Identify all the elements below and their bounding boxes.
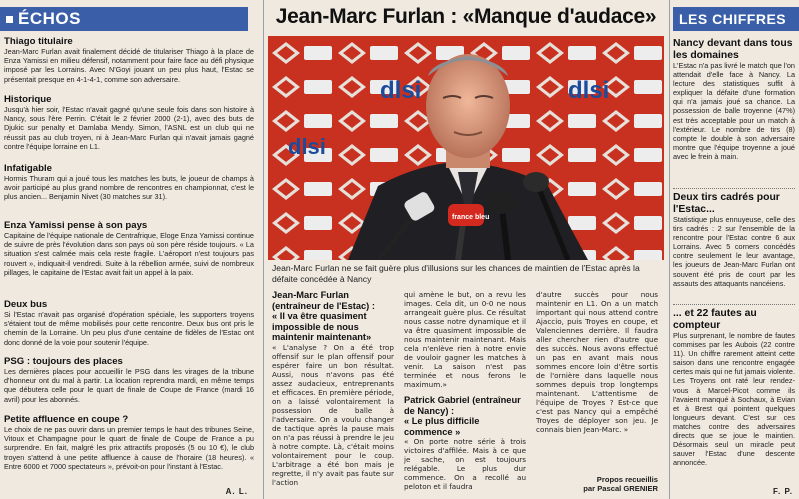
article-text: « On porte notre série à trois victoires d'affilée. Mais à ce que je sache, on est toujours relégable. Le plus dur commence. On a recollé au peloton et il faudra [404, 437, 526, 491]
press-conference-illustration [268, 36, 664, 260]
photo-caption: Jean-Marc Furlan ne se fait guère plus d'illusions sur les chances de maintien de l'Estac après la défaite concédée à Nancy [272, 263, 640, 284]
author-signature: A. L. [225, 487, 248, 496]
brief-text: Les dernières places pour accueillir le PSG dans les virages de la tribune d'honneur ont du mal à partir. La location reprendra mardi, en même temps que débutera celle pour le quart de finale de Coupe de France (mardi 16 avril) pour les abonnés. [4, 367, 254, 404]
article-text: d'autre succès pour nous maintenir en L1. On a un match important qui nous attend contre Ajaccio, puis Troyes en coupe, et Valenciennes derrière. Il faudra aller chercher rien d'autre que des succès. Nous avons effectué un pas en avant mais nous sommes encore loin d'être sortis de l'ornière dans laquelle nous sommes depuis trop longtemps maintenant. L'attentisme de l'équipe de Troyes ? Est-ce que c'est pas Nancy qui a empêché Troyes de déployer son jeu. Je connais bien Jean-Marc. » [536, 290, 658, 434]
brief-text: Capitaine de l'équipe nationale de Centrafrique, Eloge Enza Yamissi continue de suivre de près l'évolution dans son pays où son père réside toujours. « La situation s'est calmée mais cela reste fragile. L'aéroport n'est toujours pas rouvert », indiquait-il vendredi. Suite à la rébellion armée, suivi de nombreux pillages, le capitaine de l'Estac avait fait un appel à la paix. [4, 231, 254, 277]
brief-enza-yamissi [4, 220, 254, 277]
echos-section-header [0, 7, 248, 31]
brief-text: Si l'Estac n'avait pas organisé d'opération spéciale, les supporters troyens s'étaient tout de même mobilisés pour cette rencontre. Deux bus ont pris le chemin de la Lorraine. Un peu plus d'une centaine de fidèles de l'Estac ont donc donné de la voie pour soutenir l'équipe. [4, 310, 254, 347]
svg-text:dlsi: dlsi [568, 77, 610, 104]
dotted-separator [673, 304, 795, 305]
sponsor-logo-text: dlsi [380, 77, 422, 104]
brief-title: Historique [4, 94, 52, 105]
brief-psg [4, 356, 254, 404]
brief-text: Le choix de ne pas ouvrir dans un premier temps le haut des tribunes Seine, Vitoux et Champagne pour le quart de finale de Coupe de France a pu surprendre. En fait, malgré les prix attractifs proposés (5 ou 10 €), le club troyen s'attend à une petite affluence à cause de l'horaire (18 heures). « Entre 6000 et 7000 spectateurs », prévoit-on pour l'instant à l'Estac. [4, 425, 254, 471]
stat-text: Plus surprenant, le nombre de fautes commises par les Aubois (22 contre 11). Un chiffre rarement atteint cette saison dans une rencontre engagée certes mais qui ne fut jamais violente. Les Troyens ont raté leur rendez-vous à Marcel-Picot comme ils l'avaient manqué à Sochaux, à Evian et à Brest qui pointent quelques longueurs devant. C'est sur ces matches contre des adversaires directs que se joue le maintien. Désormais seul un miracle peut sauver l'Estac d'une descente annoncée. [673, 331, 795, 468]
brief-deux-bus [4, 299, 254, 347]
article-text: « L'analyse ? On a été trop offensif sur le plan offensif pour espérer faire un bon résultat. Aussi, nous n'avons pas été assez audacieux, entreprenants et efficaces. En première période, on a laissé volontairement la possession de balle à l'adversaire. On a voulu changer de tactique après la pause mais on n'a pas réussi à prendre le jeu à notre compte. Là, c'était moins volontairement pour le coup. L'arbitrage a été bon mais je regrette, il n'y avait pas faute sur l'action [272, 342, 394, 487]
speaker-name: Jean-Marc Furlan (entraîneur de l'Estac) : [272, 290, 375, 311]
byline-line-2: par Pascal GRENIER [583, 484, 658, 493]
stat-title: Deux tirs cadrés pour l'Estac... [673, 192, 780, 215]
brief-infatigable [4, 163, 254, 202]
brief-historique [4, 94, 254, 151]
chiffres-section-header [673, 7, 799, 31]
brief-title: Petite affluence en coupe ? [4, 414, 129, 425]
echos-section-title: ÉCHOS [18, 9, 81, 28]
article-byline [536, 475, 658, 493]
brief-text: Jean-Marc Furlan avait finalement décidé de titulariser Thiago à la place de Enza Yamissi en milieu défensif, notamment pour faire face au défi physique imposé par les Lorrains. Avec N'Goyi jouant un peu plus haut, l'Estac se présentait presque en 4-1-4-1, comme son adversaire. [4, 47, 254, 84]
square-bullet-icon [6, 16, 13, 23]
chiffres-column [670, 0, 799, 499]
stat-block-tirs [673, 192, 795, 288]
coach-press-photo [268, 36, 664, 260]
article-column-3 [536, 290, 658, 434]
byline-line-1: Propos recueillis [596, 475, 658, 484]
pull-quote: « Il va être quasiment impossible de nous maintenir maintenant» [272, 311, 372, 342]
article-column-1 [272, 290, 394, 487]
svg-text:france bleu: france bleu [452, 214, 490, 221]
echos-column [0, 0, 262, 499]
stat-title: Nancy devant dans tous les domaines [673, 38, 793, 61]
brief-title: Deux bus [4, 299, 48, 310]
dotted-separator [673, 188, 795, 189]
article-column-2 [404, 290, 526, 491]
stat-text: Statistique plus ennuyeuse, celle des tirs cadrés : 2 sur l'ensemble de la rencontre pour l'Estac contre 6 aux Lorrains. Avec 5 corners concédés contre seulement le leur avantage, les joueurs de Jean-Marc Furlan ont souvent été pris de court par les assauts des attaquants nancéiens. [673, 215, 795, 288]
brief-title: Enza Yamissi pense à son pays [4, 220, 148, 231]
article-text: qui amène le but, on a revu les images. Cela dit, un 0-0 ne nous arrangeait guère plus. Ce résultat nous casse notre dynamique et il va être quasiment impossible de nous maintenir maintenant. Mais cela n'enlève rien à notre envie de vouloir gagner les matches à venir. La saison n'est pas terminée et nous ferons le maximum.» [404, 290, 526, 389]
stat-block-domaines [673, 38, 795, 161]
chiffres-section-title: LES CHIFFRES [679, 11, 787, 27]
brief-text: Hormis Thuram qui a joué tous les matches les buts, le joueur de champs à avoir participé au plus grand nombre de rencontres en championnat, c'est le plus ancien... Benjamin Nivet (30 matches sur 31). [4, 174, 254, 202]
article-headline: Jean-Marc Furlan : «Manque d'audace» [275, 5, 657, 28]
brief-title: PSG : toujours des places [4, 356, 123, 367]
author-signature: F. P. [773, 487, 793, 496]
pull-quote: « Le plus difficile commence » [404, 416, 480, 437]
stat-title: ... et 22 fautes au compteur [673, 308, 757, 331]
brief-thiago [4, 36, 254, 84]
brief-text: Jusqu'à hier soir, l'Estac n'avait gagné qu'une seule fois dans son histoire à Nancy, sous l'ère Perrin. C'était le 2 février 2000 (2-1), avec des buts de Djukic sur penalty et Damlaba Mendy. Simon, l'ASNL est un club qui ne réussit pas au club troyen, ni à Jean-Marc Furlan qui n'avait jamais gagné contre l'équipe lorraine en L1. [4, 105, 254, 151]
speaker-name: Patrick Gabriel (entraîneur de Nancy) : [404, 395, 521, 416]
stat-text: L'Estac n'a pas livré le match que l'on attendait d'elle face à Nancy. La lecture des statistiques suffit à expliquer la défaite d'une formation qui n'a jamais joué sa chance. La possession de balle troyenne (47%) est très acceptable pour un match à l'extérieur. Le nombre de tirs (8) compte le double à son adversaire montre que l'équipe troyenne a joué avec le frein à main. [673, 61, 795, 161]
brief-title: Thiago titulaire [4, 36, 73, 47]
stat-block-fautes [673, 308, 795, 467]
brief-title: Infatigable [4, 163, 52, 174]
main-article [264, 0, 668, 499]
brief-petite-affluence [4, 414, 254, 471]
svg-text:dlsi: dlsi [288, 134, 326, 159]
